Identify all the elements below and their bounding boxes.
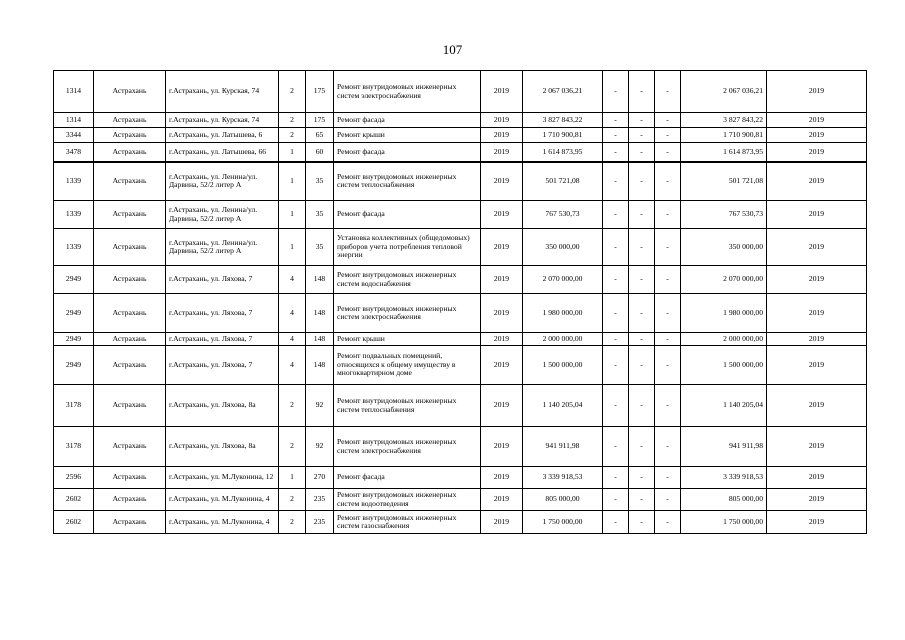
work-type-cell: Ремонт фасада xyxy=(334,201,481,229)
federal-fund-cell: - xyxy=(603,511,629,534)
owner-fund-cell: - xyxy=(655,201,681,229)
year-cell: 2019 xyxy=(481,467,523,489)
owner-fund-cell: - xyxy=(655,294,681,333)
regional-fund-cell: - xyxy=(629,385,655,427)
regional-fund-cell: - xyxy=(629,489,655,511)
federal-fund-cell: - xyxy=(603,294,629,333)
address-cell: г.Астрахань, ул. Ляхова, 8а xyxy=(166,427,279,467)
owner-fund-cell: - xyxy=(655,511,681,534)
total-cost-cell: 767 530,73 xyxy=(523,201,603,229)
floors-cell: 2 xyxy=(279,71,306,113)
address-cell: г.Астрахань, ул. Латышева, 6 xyxy=(166,128,279,143)
year-cell: 2019 xyxy=(481,489,523,511)
address-cell: г.Астрахань, ул. Ленина/ул. Дарвина, 52/2 литер А xyxy=(166,229,279,266)
year-cell: 2019 xyxy=(481,113,523,128)
table-row xyxy=(54,113,867,128)
completion-year-cell: 2019 xyxy=(767,511,867,534)
work-type-cell: Ремонт внутридомовых инженерных систем электроснабжения xyxy=(334,294,481,333)
city-cell: Астрахань xyxy=(94,71,166,113)
federal-fund-cell: - xyxy=(603,489,629,511)
floors-cell: 4 xyxy=(279,333,306,346)
year-cell: 2019 xyxy=(481,333,523,346)
apartments-cell: 270 xyxy=(306,467,334,489)
regional-fund-cell: - xyxy=(629,346,655,385)
apartments-cell: 65 xyxy=(306,128,334,143)
row-id-cell: 2949 xyxy=(54,266,94,294)
city-cell: Астрахань xyxy=(94,229,166,266)
floors-cell: 2 xyxy=(279,385,306,427)
completion-year-cell: 2019 xyxy=(767,294,867,333)
address-cell: г.Астрахань, ул. Ляхова, 7 xyxy=(166,333,279,346)
federal-fund-cell: - xyxy=(603,162,629,201)
total-cost-cell: 2 067 036,21 xyxy=(523,71,603,113)
year-cell: 2019 xyxy=(481,511,523,534)
federal-fund-cell: - xyxy=(603,113,629,128)
row-id-cell: 2602 xyxy=(54,489,94,511)
owner-cost-cell: 1 140 205,04 xyxy=(681,385,767,427)
year-cell: 2019 xyxy=(481,266,523,294)
owner-cost-cell: 2 067 036,21 xyxy=(681,71,767,113)
federal-fund-cell: - xyxy=(603,385,629,427)
year-cell: 2019 xyxy=(481,201,523,229)
completion-year-cell: 2019 xyxy=(767,128,867,143)
work-type-cell: Ремонт фасада xyxy=(334,143,481,162)
city-cell: Астрахань xyxy=(94,467,166,489)
owner-cost-cell: 767 530,73 xyxy=(681,201,767,229)
table-row xyxy=(54,467,867,489)
year-cell: 2019 xyxy=(481,128,523,143)
table-row xyxy=(54,229,867,266)
total-cost-cell: 1 750 000,00 xyxy=(523,511,603,534)
completion-year-cell: 2019 xyxy=(767,229,867,266)
owner-cost-cell: 3 339 918,53 xyxy=(681,467,767,489)
apartments-cell: 35 xyxy=(306,162,334,201)
regional-fund-cell: - xyxy=(629,229,655,266)
completion-year-cell: 2019 xyxy=(767,113,867,128)
apartments-cell: 148 xyxy=(306,294,334,333)
federal-fund-cell: - xyxy=(603,229,629,266)
completion-year-cell: 2019 xyxy=(767,162,867,201)
federal-fund-cell: - xyxy=(603,128,629,143)
apartments-cell: 60 xyxy=(306,143,334,162)
total-cost-cell: 501 721,08 xyxy=(523,162,603,201)
row-id-cell: 1339 xyxy=(54,229,94,266)
apartments-cell: 148 xyxy=(306,266,334,294)
table-row xyxy=(54,162,867,201)
owner-cost-cell: 1 710 900,81 xyxy=(681,128,767,143)
row-id-cell: 2949 xyxy=(54,346,94,385)
federal-fund-cell: - xyxy=(603,346,629,385)
city-cell: Астрахань xyxy=(94,489,166,511)
floors-cell: 1 xyxy=(279,162,306,201)
owner-cost-cell: 2 070 000,00 xyxy=(681,266,767,294)
table-row xyxy=(54,128,867,143)
city-cell: Астрахань xyxy=(94,201,166,229)
row-id-cell: 1339 xyxy=(54,201,94,229)
owner-fund-cell: - xyxy=(655,128,681,143)
city-cell: Астрахань xyxy=(94,143,166,162)
work-type-cell: Ремонт крыши xyxy=(334,333,481,346)
regional-fund-cell: - xyxy=(629,128,655,143)
address-cell: г.Астрахань, ул. Ляхова, 7 xyxy=(166,294,279,333)
apartments-cell: 148 xyxy=(306,346,334,385)
city-cell: Астрахань xyxy=(94,427,166,467)
total-cost-cell: 941 911,98 xyxy=(523,427,603,467)
row-id-cell: 2596 xyxy=(54,467,94,489)
federal-fund-cell: - xyxy=(603,71,629,113)
table-row xyxy=(54,511,867,534)
address-cell: г.Астрахань, ул. Латышева, 66 xyxy=(166,143,279,162)
owner-fund-cell: - xyxy=(655,229,681,266)
table-row xyxy=(54,489,867,511)
row-id-cell: 2602 xyxy=(54,511,94,534)
year-cell: 2019 xyxy=(481,294,523,333)
owner-fund-cell: - xyxy=(655,385,681,427)
page-number: 107 xyxy=(442,42,463,57)
regional-fund-cell: - xyxy=(629,162,655,201)
row-id-cell: 2949 xyxy=(54,333,94,346)
total-cost-cell: 1 980 000,00 xyxy=(523,294,603,333)
owner-fund-cell: - xyxy=(655,71,681,113)
floors-cell: 1 xyxy=(279,467,306,489)
apartments-cell: 92 xyxy=(306,427,334,467)
completion-year-cell: 2019 xyxy=(767,385,867,427)
work-type-cell: Ремонт внутридомовых инженерных систем теплоснабжения xyxy=(334,385,481,427)
federal-fund-cell: - xyxy=(603,266,629,294)
owner-fund-cell: - xyxy=(655,162,681,201)
floors-cell: 2 xyxy=(279,511,306,534)
city-cell: Астрахань xyxy=(94,333,166,346)
work-type-cell: Установка коллективных (общедомовых) приборов учета потребления тепловой энергии xyxy=(334,229,481,266)
owner-fund-cell: - xyxy=(655,113,681,128)
row-id-cell: 1339 xyxy=(54,162,94,201)
owner-fund-cell: - xyxy=(655,467,681,489)
table-row xyxy=(54,346,867,385)
owner-cost-cell: 3 827 843,22 xyxy=(681,113,767,128)
address-cell: г.Астрахань, ул. Ленина/ул. Дарвина, 52/2 литер А xyxy=(166,162,279,201)
city-cell: Астрахань xyxy=(94,294,166,333)
regional-fund-cell: - xyxy=(629,71,655,113)
total-cost-cell: 1 710 900,81 xyxy=(523,128,603,143)
table-row xyxy=(54,143,867,162)
apartments-cell: 175 xyxy=(306,71,334,113)
completion-year-cell: 2019 xyxy=(767,143,867,162)
address-cell: г.Астрахань, ул. М.Луконина, 12 xyxy=(166,467,279,489)
owner-fund-cell: - xyxy=(655,346,681,385)
address-cell: г.Астрахань, ул. М.Луконина, 4 xyxy=(166,489,279,511)
floors-cell: 4 xyxy=(279,346,306,385)
owner-fund-cell: - xyxy=(655,143,681,162)
total-cost-cell: 350 000,00 xyxy=(523,229,603,266)
table-row xyxy=(54,427,867,467)
apartments-cell: 148 xyxy=(306,333,334,346)
owner-cost-cell: 350 000,00 xyxy=(681,229,767,266)
floors-cell: 2 xyxy=(279,489,306,511)
floors-cell: 2 xyxy=(279,427,306,467)
owner-cost-cell: 941 911,98 xyxy=(681,427,767,467)
city-cell: Астрахань xyxy=(94,511,166,534)
owner-cost-cell: 2 000 000,00 xyxy=(681,333,767,346)
row-id-cell: 3478 xyxy=(54,143,94,162)
total-cost-cell: 2 000 000,00 xyxy=(523,333,603,346)
work-type-cell: Ремонт внутридомовых инженерных систем водоснабжения xyxy=(334,266,481,294)
federal-fund-cell: - xyxy=(603,201,629,229)
owner-fund-cell: - xyxy=(655,333,681,346)
table-row xyxy=(54,333,867,346)
completion-year-cell: 2019 xyxy=(767,467,867,489)
work-type-cell: Ремонт крыши xyxy=(334,128,481,143)
floors-cell: 4 xyxy=(279,294,306,333)
year-cell: 2019 xyxy=(481,229,523,266)
total-cost-cell: 1 614 873,95 xyxy=(523,143,603,162)
owner-cost-cell: 1 980 000,00 xyxy=(681,294,767,333)
table-row xyxy=(54,385,867,427)
total-cost-cell: 1 140 205,04 xyxy=(523,385,603,427)
federal-fund-cell: - xyxy=(603,333,629,346)
floors-cell: 1 xyxy=(279,143,306,162)
completion-year-cell: 2019 xyxy=(767,346,867,385)
owner-fund-cell: - xyxy=(655,489,681,511)
total-cost-cell: 805 000,00 xyxy=(523,489,603,511)
year-cell: 2019 xyxy=(481,427,523,467)
apartments-cell: 235 xyxy=(306,511,334,534)
city-cell: Астрахань xyxy=(94,113,166,128)
city-cell: Астрахань xyxy=(94,162,166,201)
work-type-cell: Ремонт внутридомовых инженерных систем газоснабжения xyxy=(334,511,481,534)
completion-year-cell: 2019 xyxy=(767,266,867,294)
city-cell: Астрахань xyxy=(94,266,166,294)
total-cost-cell: 2 070 000,00 xyxy=(523,266,603,294)
apartments-cell: 175 xyxy=(306,113,334,128)
federal-fund-cell: - xyxy=(603,427,629,467)
regional-fund-cell: - xyxy=(629,113,655,128)
regional-fund-cell: - xyxy=(629,294,655,333)
row-id-cell: 1314 xyxy=(54,71,94,113)
table-row xyxy=(54,294,867,333)
total-cost-cell: 3 339 918,53 xyxy=(523,467,603,489)
address-cell: г.Астрахань, ул. Ленина/ул. Дарвина, 52/2 литер А xyxy=(166,201,279,229)
floors-cell: 1 xyxy=(279,201,306,229)
address-cell: г.Астрахань, ул. Курская, 74 xyxy=(166,71,279,113)
regional-fund-cell: - xyxy=(629,143,655,162)
year-cell: 2019 xyxy=(481,346,523,385)
regional-fund-cell: - xyxy=(629,266,655,294)
apartments-cell: 35 xyxy=(306,201,334,229)
city-cell: Астрахань xyxy=(94,128,166,143)
work-type-cell: Ремонт фасада xyxy=(334,113,481,128)
apartments-cell: 92 xyxy=(306,385,334,427)
row-id-cell: 3178 xyxy=(54,427,94,467)
address-cell: г.Астрахань, ул. Ляхова, 8а xyxy=(166,385,279,427)
address-cell: г.Астрахань, ул. Ляхова, 7 xyxy=(166,266,279,294)
owner-fund-cell: - xyxy=(655,427,681,467)
total-cost-cell: 1 500 000,00 xyxy=(523,346,603,385)
regional-fund-cell: - xyxy=(629,201,655,229)
table-row xyxy=(54,71,867,113)
row-id-cell: 2949 xyxy=(54,294,94,333)
regional-fund-cell: - xyxy=(629,467,655,489)
federal-fund-cell: - xyxy=(603,467,629,489)
federal-fund-cell: - xyxy=(603,143,629,162)
address-cell: г.Астрахань, ул. Курская, 74 xyxy=(166,113,279,128)
work-type-cell: Ремонт внутридомовых инженерных систем водоотведения xyxy=(334,489,481,511)
regional-fund-cell: - xyxy=(629,333,655,346)
owner-fund-cell: - xyxy=(655,266,681,294)
floors-cell: 2 xyxy=(279,128,306,143)
completion-year-cell: 2019 xyxy=(767,201,867,229)
row-id-cell: 1314 xyxy=(54,113,94,128)
work-type-cell: Ремонт внутридомовых инженерных систем теплоснабжения xyxy=(334,162,481,201)
repair-schedule-table xyxy=(53,70,867,534)
floors-cell: 4 xyxy=(279,266,306,294)
address-cell: г.Астрахань, ул. Ляхова, 7 xyxy=(166,346,279,385)
work-type-cell: Ремонт подвальных помещений, относящихся к общему имуществу в многоквартирном доме xyxy=(334,346,481,385)
row-id-cell: 3344 xyxy=(54,128,94,143)
row-id-cell: 3178 xyxy=(54,385,94,427)
completion-year-cell: 2019 xyxy=(767,489,867,511)
year-cell: 2019 xyxy=(481,143,523,162)
address-cell: г.Астрахань, ул. М.Луконина, 4 xyxy=(166,511,279,534)
apartments-cell: 35 xyxy=(306,229,334,266)
completion-year-cell: 2019 xyxy=(767,71,867,113)
owner-cost-cell: 1 750 000,00 xyxy=(681,511,767,534)
table-row xyxy=(54,266,867,294)
table-row xyxy=(54,201,867,229)
year-cell: 2019 xyxy=(481,162,523,201)
owner-cost-cell: 501 721,08 xyxy=(681,162,767,201)
table-body xyxy=(54,71,867,534)
total-cost-cell: 3 827 843,22 xyxy=(523,113,603,128)
city-cell: Астрахань xyxy=(94,385,166,427)
work-type-cell: Ремонт внутридомовых инженерных систем электроснабжения xyxy=(334,71,481,113)
regional-fund-cell: - xyxy=(629,511,655,534)
owner-cost-cell: 1 614 873,95 xyxy=(681,143,767,162)
year-cell: 2019 xyxy=(481,385,523,427)
year-cell: 2019 xyxy=(481,71,523,113)
city-cell: Астрахань xyxy=(94,346,166,385)
completion-year-cell: 2019 xyxy=(767,333,867,346)
owner-cost-cell: 1 500 000,00 xyxy=(681,346,767,385)
regional-fund-cell: - xyxy=(629,427,655,467)
floors-cell: 2 xyxy=(279,113,306,128)
floors-cell: 1 xyxy=(279,229,306,266)
work-type-cell: Ремонт внутридомовых инженерных систем электроснабжения xyxy=(334,427,481,467)
completion-year-cell: 2019 xyxy=(767,427,867,467)
owner-cost-cell: 805 000,00 xyxy=(681,489,767,511)
work-type-cell: Ремонт фасада xyxy=(334,467,481,489)
apartments-cell: 235 xyxy=(306,489,334,511)
